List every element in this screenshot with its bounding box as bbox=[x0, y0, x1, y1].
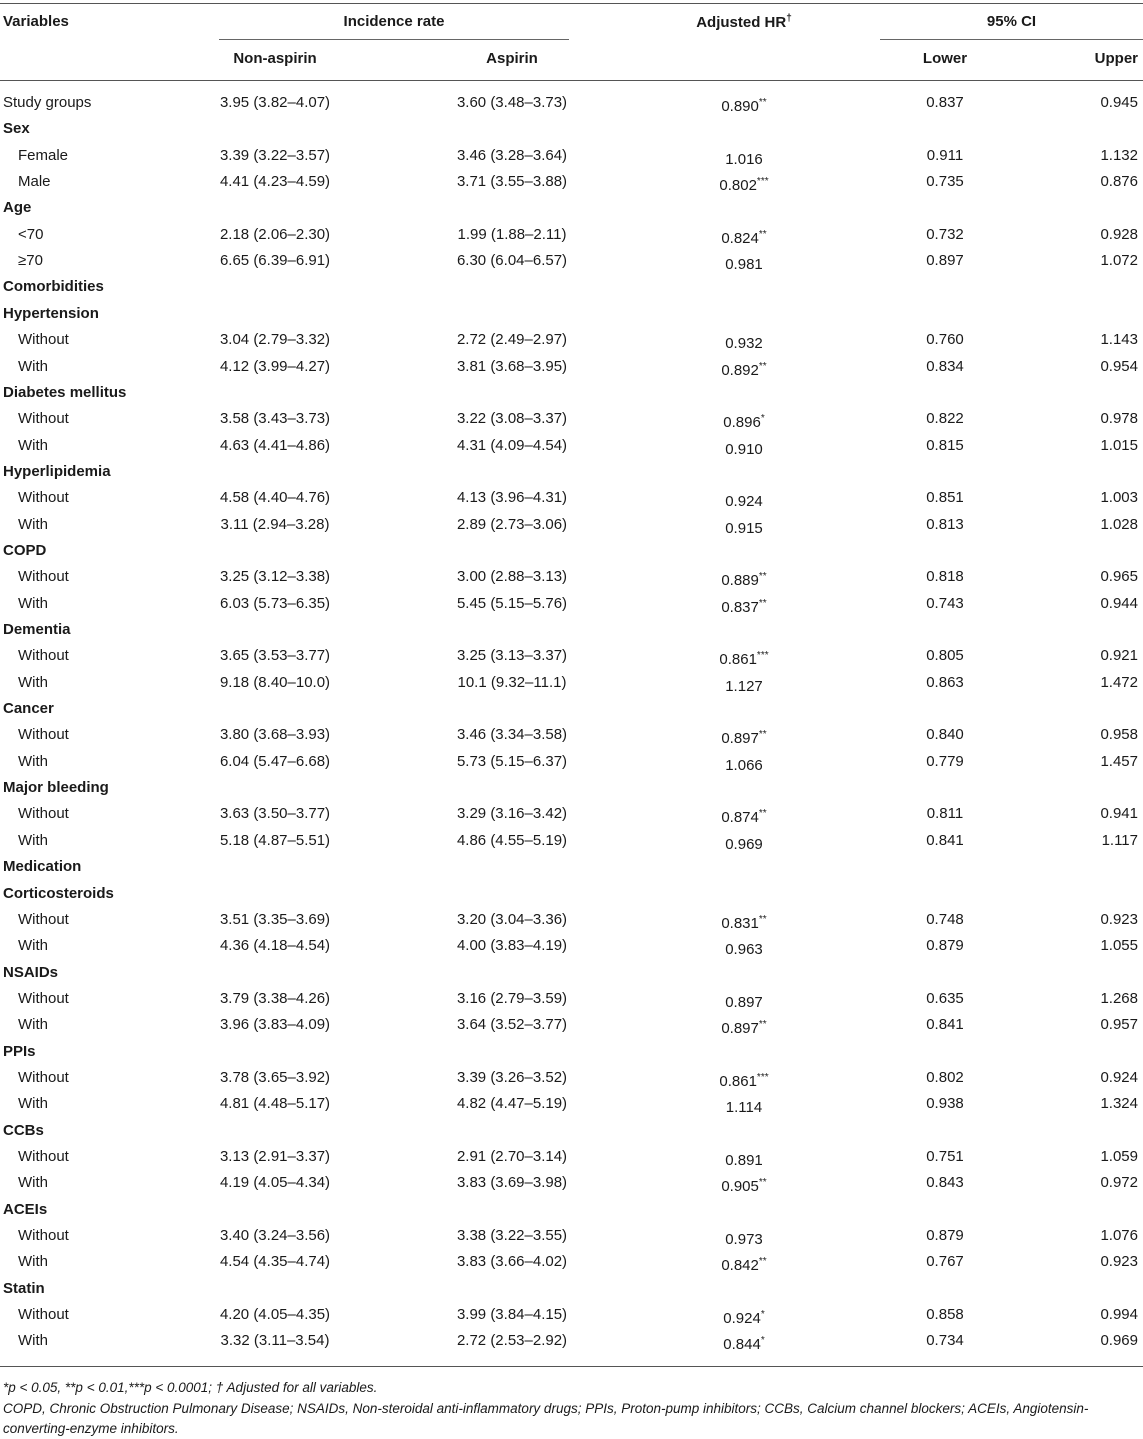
table-row bbox=[0, 801, 1143, 827]
row-label: Without bbox=[18, 1148, 69, 1165]
adjusted-hr-value: 0.915 bbox=[725, 519, 763, 537]
aspirin-rate: 4.00 (3.83–4.19) bbox=[456, 937, 568, 955]
ci-upper: 0.958 bbox=[1100, 726, 1138, 744]
adjusted-hr-value: 0.932 bbox=[725, 335, 763, 353]
significance-mark: *** bbox=[756, 176, 769, 188]
adjusted-hr-value: 0.924 bbox=[723, 1310, 761, 1328]
ci-upper: 1.055 bbox=[1100, 937, 1138, 955]
footnote-significance: *p < 0.05, **p < 0.01,***p < 0.0001; † Adjusted for all variables. bbox=[3, 1380, 378, 1395]
table-row bbox=[0, 670, 1143, 696]
table-row bbox=[0, 1065, 1143, 1091]
non-aspirin-rate: 4.12 (3.99–4.27) bbox=[219, 357, 331, 375]
adjusted-hr bbox=[690, 1328, 798, 1358]
significance-mark: *** bbox=[756, 650, 769, 662]
table-row bbox=[0, 1144, 1143, 1170]
ci-upper: 0.923 bbox=[1100, 1253, 1138, 1271]
non-aspirin-rate: 6.04 (5.47–6.68) bbox=[219, 752, 331, 770]
row-label: Major bleeding bbox=[3, 779, 109, 797]
ci-lower: 0.743 bbox=[926, 594, 964, 612]
table-section-heading bbox=[0, 960, 1143, 986]
non-aspirin-rate: 3.04 (2.79–3.32) bbox=[219, 331, 331, 349]
header-variables: Variables bbox=[3, 13, 69, 30]
aspirin-rate: 4.86 (4.55–5.19) bbox=[456, 831, 568, 849]
significance-mark: ** bbox=[758, 1019, 767, 1031]
table-row bbox=[0, 722, 1143, 748]
aspirin-rate: 3.38 (3.22–3.55) bbox=[456, 1227, 568, 1245]
row-label: ACEIs bbox=[3, 1200, 48, 1218]
ci-upper: 0.972 bbox=[1100, 1174, 1138, 1192]
adjusted-hr-value: 0.897 bbox=[725, 993, 763, 1011]
adjusted-hr-value: 0.844 bbox=[723, 1336, 761, 1354]
adjusted-hr-value: 0.969 bbox=[725, 835, 763, 853]
aspirin-rate: 3.39 (3.26–3.52) bbox=[456, 1068, 568, 1086]
table-row bbox=[0, 248, 1143, 274]
table-row bbox=[0, 169, 1143, 195]
aspirin-rate: 3.64 (3.52–3.77) bbox=[456, 1016, 568, 1034]
adjusted-hr-value: 0.874 bbox=[721, 809, 759, 827]
non-aspirin-rate: 4.20 (4.05–4.35) bbox=[219, 1306, 331, 1324]
ci-lower: 0.735 bbox=[926, 173, 964, 191]
ci-lower: 0.822 bbox=[926, 410, 964, 428]
non-aspirin-rate: 6.03 (5.73–6.35) bbox=[219, 594, 331, 612]
non-aspirin-rate: 4.36 (4.18–4.54) bbox=[219, 937, 331, 955]
row-label: Statin bbox=[3, 1279, 45, 1297]
adjusted-hr-value: 0.910 bbox=[725, 440, 763, 458]
row-label: With bbox=[18, 436, 48, 454]
header-adjusted-hr bbox=[690, 13, 798, 31]
non-aspirin-rate: 2.18 (2.06–2.30) bbox=[219, 225, 331, 243]
non-aspirin-rate: 3.58 (3.43–3.73) bbox=[219, 410, 331, 428]
table-section-heading bbox=[0, 881, 1143, 907]
aspirin-rate: 3.60 (3.48–3.73) bbox=[456, 94, 568, 111]
header-aspirin: Aspirin bbox=[486, 50, 538, 67]
ci-lower: 0.843 bbox=[926, 1174, 964, 1192]
ci-lower: 0.751 bbox=[926, 1148, 964, 1165]
ci-upper: 0.945 bbox=[1100, 94, 1138, 111]
table-section-heading bbox=[0, 1276, 1143, 1302]
adjusted-hr-value: 0.802 bbox=[719, 177, 757, 195]
adjusted-hr-value: 1.016 bbox=[725, 150, 763, 168]
non-aspirin-rate: 4.81 (4.48–5.17) bbox=[219, 1095, 331, 1113]
aspirin-rate: 3.22 (3.08–3.37) bbox=[456, 410, 568, 428]
ci-upper: 1.059 bbox=[1100, 1148, 1138, 1165]
row-label: With bbox=[18, 1253, 48, 1271]
ci-lower: 0.805 bbox=[926, 647, 964, 665]
ci-lower: 0.834 bbox=[926, 357, 964, 375]
non-aspirin-rate: 3.25 (3.12–3.38) bbox=[219, 568, 331, 586]
row-label: Sex bbox=[3, 120, 30, 138]
bottom-rule bbox=[0, 1366, 1143, 1367]
ci-upper: 0.954 bbox=[1100, 357, 1138, 375]
table-row bbox=[0, 828, 1143, 854]
adjusted-hr-value: 0.905 bbox=[721, 1178, 759, 1196]
ci-upper: 0.924 bbox=[1100, 1068, 1138, 1086]
significance-mark: *** bbox=[756, 1071, 769, 1083]
ci-upper: 1.076 bbox=[1100, 1227, 1138, 1245]
ci-upper: 0.876 bbox=[1100, 173, 1138, 191]
table-section-heading bbox=[0, 1039, 1143, 1065]
header-lower: Lower bbox=[922, 50, 968, 67]
ci-lower: 0.635 bbox=[926, 989, 964, 1007]
significance-mark: ** bbox=[758, 729, 767, 741]
non-aspirin-rate: 5.18 (4.87–5.51) bbox=[219, 831, 331, 849]
aspirin-rate: 3.20 (3.04–3.36) bbox=[456, 910, 568, 928]
table-section-heading bbox=[0, 617, 1143, 643]
row-label: CCBs bbox=[3, 1121, 44, 1139]
row-label: With bbox=[18, 831, 48, 849]
ci-lower: 0.734 bbox=[926, 1332, 964, 1350]
header-upper: Upper bbox=[1094, 50, 1138, 67]
ci-lower: 0.879 bbox=[926, 1227, 964, 1245]
non-aspirin-rate: 3.13 (2.91–3.37) bbox=[219, 1148, 331, 1165]
non-aspirin-rate: 4.63 (4.41–4.86) bbox=[219, 436, 331, 454]
ci-upper: 1.324 bbox=[1100, 1095, 1138, 1113]
table-row bbox=[0, 327, 1143, 353]
table-row bbox=[0, 143, 1143, 169]
ci-lower: 0.811 bbox=[926, 805, 964, 823]
aspirin-rate: 3.46 (3.34–3.58) bbox=[456, 726, 568, 744]
row-label: With bbox=[18, 515, 48, 533]
ci-lower: 0.938 bbox=[926, 1095, 964, 1113]
significance-mark: ** bbox=[758, 571, 767, 583]
aspirin-rate: 3.71 (3.55–3.88) bbox=[456, 173, 568, 191]
row-label: Without bbox=[18, 1227, 69, 1245]
ci-upper: 0.923 bbox=[1100, 910, 1138, 928]
ci-lower: 0.779 bbox=[926, 752, 964, 770]
row-label: Without bbox=[18, 331, 69, 349]
row-label: Without bbox=[18, 568, 69, 586]
adjusted-hr-value: 1.127 bbox=[725, 677, 763, 695]
aspirin-rate: 3.83 (3.66–4.02) bbox=[456, 1253, 568, 1271]
aspirin-rate: 2.72 (2.53–2.92) bbox=[456, 1332, 568, 1350]
aspirin-rate: 3.25 (3.13–3.37) bbox=[456, 647, 568, 665]
significance-mark: ** bbox=[758, 1177, 767, 1189]
table-row bbox=[0, 512, 1143, 538]
ci-lower: 0.760 bbox=[926, 331, 964, 349]
non-aspirin-rate: 3.79 (3.38–4.26) bbox=[219, 989, 331, 1007]
non-aspirin-rate: 3.40 (3.24–3.56) bbox=[219, 1227, 331, 1245]
header-ci: 95% CI bbox=[986, 13, 1037, 30]
non-aspirin-rate: 3.80 (3.68–3.93) bbox=[219, 726, 331, 744]
row-label: Without bbox=[18, 910, 69, 928]
significance-mark: * bbox=[760, 1335, 765, 1347]
table-section-heading bbox=[0, 195, 1143, 221]
table-row bbox=[0, 1328, 1143, 1354]
table-row bbox=[0, 1091, 1143, 1117]
table-section-heading bbox=[0, 459, 1143, 485]
adjusted-hr-value: 0.981 bbox=[725, 256, 763, 274]
table-row bbox=[0, 986, 1143, 1012]
adjusted-hr-value: 0.842 bbox=[721, 1257, 759, 1275]
ci-upper: 1.457 bbox=[1100, 752, 1138, 770]
adjusted-hr-value: 0.924 bbox=[725, 493, 763, 511]
significance-mark: * bbox=[760, 1309, 765, 1321]
row-label: Without bbox=[18, 489, 69, 507]
non-aspirin-rate: 4.19 (4.05–4.34) bbox=[219, 1174, 331, 1192]
aspirin-rate: 6.30 (6.04–6.57) bbox=[456, 252, 568, 270]
aspirin-rate: 2.72 (2.49–2.97) bbox=[456, 331, 568, 349]
aspirin-rate: 3.00 (2.88–3.13) bbox=[456, 568, 568, 586]
significance-mark: ** bbox=[758, 97, 767, 108]
ci-lower: 0.748 bbox=[926, 910, 964, 928]
aspirin-rate: 5.73 (5.15–6.37) bbox=[456, 752, 568, 770]
header-adjusted-hr-label: Adjusted HR bbox=[696, 14, 787, 31]
adjusted-hr-value: 0.831 bbox=[721, 914, 759, 932]
ci-lower: 0.851 bbox=[926, 489, 964, 507]
row-label: Comorbidities bbox=[3, 278, 104, 296]
aspirin-rate: 3.99 (3.84–4.15) bbox=[456, 1306, 568, 1324]
table-row bbox=[0, 907, 1143, 933]
row-label: With bbox=[18, 673, 48, 691]
table-section-heading bbox=[0, 380, 1143, 406]
aspirin-rate: 10.1 (9.32–11.1) bbox=[457, 673, 567, 691]
adjusted-hr-value: 0.892 bbox=[721, 361, 759, 379]
significance-mark: ** bbox=[758, 913, 767, 925]
row-label: Hypertension bbox=[3, 304, 99, 322]
row-label: Female bbox=[18, 146, 69, 164]
aspirin-rate: 3.83 (3.69–3.98) bbox=[456, 1174, 568, 1192]
row-label: With bbox=[18, 1174, 48, 1192]
table-row bbox=[0, 1249, 1143, 1275]
ci-lower: 0.837 bbox=[926, 94, 964, 111]
row-label: COPD bbox=[3, 541, 47, 559]
adjusted-hr-value: 0.896 bbox=[723, 414, 761, 432]
row-label: With bbox=[18, 1332, 48, 1350]
ci-upper: 1.143 bbox=[1100, 331, 1138, 349]
row-label: Age bbox=[3, 199, 32, 217]
non-aspirin-rate: 6.65 (6.39–6.91) bbox=[219, 252, 331, 270]
ci-lower: 0.858 bbox=[926, 1306, 964, 1324]
table-row bbox=[0, 749, 1143, 775]
ci-subrule bbox=[880, 39, 1143, 40]
row-label: With bbox=[18, 594, 48, 612]
row-label: NSAIDs bbox=[3, 963, 59, 981]
ci-lower: 0.767 bbox=[926, 1253, 964, 1271]
aspirin-rate: 3.46 (3.28–3.64) bbox=[456, 146, 568, 164]
aspirin-rate: 4.82 (4.47–5.19) bbox=[456, 1095, 568, 1113]
ci-upper: 0.921 bbox=[1100, 647, 1138, 665]
ci-upper: 1.015 bbox=[1100, 436, 1138, 454]
ci-lower: 0.815 bbox=[926, 436, 964, 454]
table-row bbox=[0, 222, 1143, 248]
non-aspirin-rate: 3.51 (3.35–3.69) bbox=[219, 910, 331, 928]
table-row bbox=[0, 591, 1143, 617]
row-label: Hyperlipidemia bbox=[3, 462, 111, 480]
aspirin-rate: 4.31 (4.09–4.54) bbox=[456, 436, 568, 454]
ci-upper: 0.965 bbox=[1100, 568, 1138, 586]
row-label: With bbox=[18, 1095, 48, 1113]
row-label: Without bbox=[18, 726, 69, 744]
ci-lower: 0.840 bbox=[926, 726, 964, 744]
significance-mark: ** bbox=[758, 228, 767, 240]
non-aspirin-rate: 3.78 (3.65–3.92) bbox=[219, 1068, 331, 1086]
row-label: Corticosteroids bbox=[3, 884, 114, 902]
adjusted-hr-value: 1.114 bbox=[725, 1099, 763, 1117]
ci-upper: 1.472 bbox=[1100, 673, 1138, 691]
aspirin-rate: 3.16 (2.79–3.59) bbox=[456, 989, 568, 1007]
row-label: Study groups bbox=[3, 94, 92, 111]
table-section-heading bbox=[0, 1197, 1143, 1223]
table-row bbox=[0, 643, 1143, 669]
adjusted-hr-value: 0.973 bbox=[725, 1231, 763, 1249]
row-label: Diabetes mellitus bbox=[3, 383, 127, 401]
adjusted-hr-value: 0.897 bbox=[721, 1020, 759, 1038]
table-section-heading bbox=[0, 538, 1143, 564]
adjusted-hr-value: 0.889 bbox=[721, 572, 759, 590]
table-section-heading bbox=[0, 116, 1143, 142]
non-aspirin-rate: 3.39 (3.22–3.57) bbox=[219, 146, 331, 164]
row-label: ≥70 bbox=[18, 252, 43, 270]
ci-upper: 0.928 bbox=[1100, 225, 1138, 243]
adjusted-hr-value: 0.861 bbox=[719, 1072, 757, 1090]
row-label: Without bbox=[18, 410, 69, 428]
table-row bbox=[0, 933, 1143, 959]
ci-lower: 0.897 bbox=[926, 252, 964, 270]
non-aspirin-rate: 3.32 (3.11–3.54) bbox=[220, 1332, 330, 1350]
row-label: Without bbox=[18, 1306, 69, 1324]
non-aspirin-rate: 4.41 (4.23–4.59) bbox=[219, 173, 331, 191]
table-row bbox=[0, 354, 1143, 380]
significance-mark: * bbox=[760, 413, 765, 425]
row-label: Male bbox=[18, 173, 51, 191]
table-row bbox=[0, 1223, 1143, 1249]
row-label: With bbox=[18, 937, 48, 955]
adjusted-hr-value: 0.824 bbox=[721, 229, 759, 247]
row-label: Cancer bbox=[3, 700, 54, 718]
row-label: Without bbox=[18, 1068, 69, 1086]
ci-upper: 0.944 bbox=[1100, 594, 1138, 612]
aspirin-rate: 2.91 (2.70–3.14) bbox=[456, 1148, 568, 1165]
adjusted-hr-value: 0.891 bbox=[725, 1152, 763, 1169]
ci-lower: 0.802 bbox=[926, 1068, 964, 1086]
ci-upper: 1.268 bbox=[1100, 989, 1138, 1007]
aspirin-rate: 5.45 (5.15–5.76) bbox=[456, 594, 568, 612]
table-row bbox=[0, 1302, 1143, 1328]
table-section-heading bbox=[0, 1118, 1143, 1144]
row-label: Without bbox=[18, 805, 69, 823]
row-label: Without bbox=[18, 989, 69, 1007]
ci-lower: 0.911 bbox=[926, 146, 964, 164]
non-aspirin-rate: 3.65 (3.53–3.77) bbox=[219, 647, 331, 665]
table-row bbox=[0, 564, 1143, 590]
adjusted-hr-value: 0.861 bbox=[719, 651, 757, 669]
table-section-heading bbox=[0, 696, 1143, 722]
table-row bbox=[0, 406, 1143, 432]
significance-mark: ** bbox=[758, 597, 767, 609]
significance-mark: ** bbox=[758, 808, 767, 820]
non-aspirin-rate: 3.63 (3.50–3.77) bbox=[219, 805, 331, 823]
adjusted-hr-value: 1.066 bbox=[725, 756, 763, 774]
ci-upper: 1.117 bbox=[1101, 831, 1138, 849]
ci-upper: 1.003 bbox=[1100, 489, 1138, 507]
ci-lower: 0.841 bbox=[926, 1016, 964, 1034]
table-row bbox=[0, 1012, 1143, 1038]
table-row bbox=[0, 485, 1143, 511]
aspirin-rate: 1.99 (1.88–2.11) bbox=[457, 225, 567, 243]
ci-upper: 0.957 bbox=[1100, 1016, 1138, 1034]
table-row bbox=[0, 433, 1143, 459]
ci-lower: 0.818 bbox=[926, 568, 964, 586]
ci-upper: 1.028 bbox=[1100, 515, 1138, 533]
ci-lower: 0.863 bbox=[926, 673, 964, 691]
header-non-aspirin: Non-aspirin bbox=[233, 50, 317, 67]
aspirin-rate: 3.29 (3.16–3.42) bbox=[456, 805, 568, 823]
adjusted-hr-value: 0.890 bbox=[721, 98, 759, 115]
ci-lower: 0.813 bbox=[926, 515, 964, 533]
incidence-subrule bbox=[219, 39, 569, 40]
non-aspirin-rate: 3.96 (3.83–4.09) bbox=[219, 1016, 331, 1034]
aspirin-rate: 3.81 (3.68–3.95) bbox=[456, 357, 568, 375]
footnote-abbreviations: COPD, Chronic Obstruction Pulmonary Disease; NSAIDs, Non-steroidal anti-inflammatory drugs; PPIs, Proton-pump inhibitors; CCBs, Calcium channel blockers; ACEIs, Angiotensin-converting-enzyme inhibitors. bbox=[3, 1401, 1089, 1436]
table-section-heading bbox=[0, 274, 1143, 300]
row-label: Without bbox=[18, 647, 69, 665]
row-label: Medication bbox=[3, 858, 82, 876]
non-aspirin-rate: 3.11 (2.94–3.28) bbox=[220, 515, 330, 533]
non-aspirin-rate: 4.58 (4.40–4.76) bbox=[219, 489, 331, 507]
ci-upper: 1.072 bbox=[1100, 252, 1138, 270]
non-aspirin-rate: 4.54 (4.35–4.74) bbox=[219, 1253, 331, 1271]
ci-upper: 0.969 bbox=[1100, 1332, 1138, 1350]
row-label: PPIs bbox=[3, 1042, 36, 1060]
table-section-heading bbox=[0, 854, 1143, 880]
aspirin-rate: 4.13 (3.96–4.31) bbox=[456, 489, 568, 507]
row-label: With bbox=[18, 357, 48, 375]
row-label: With bbox=[18, 1016, 48, 1034]
ci-upper: 0.941 bbox=[1100, 805, 1138, 823]
adjusted-hr-value: 0.837 bbox=[721, 598, 759, 616]
row-label: Dementia bbox=[3, 621, 71, 638]
adjusted-hr-value: 0.963 bbox=[725, 941, 763, 959]
non-aspirin-rate: 3.95 (3.82–4.07) bbox=[219, 94, 331, 111]
aspirin-rate: 2.89 (2.73–3.06) bbox=[456, 515, 568, 533]
significance-mark: ** bbox=[758, 360, 767, 372]
row-label: With bbox=[18, 752, 48, 770]
table-section-heading bbox=[0, 775, 1143, 801]
significance-mark: ** bbox=[758, 1256, 767, 1268]
ci-lower: 0.879 bbox=[926, 937, 964, 955]
ci-upper: 0.994 bbox=[1100, 1306, 1138, 1324]
ci-lower: 0.732 bbox=[926, 225, 964, 243]
ci-upper: 0.978 bbox=[1100, 410, 1138, 428]
adjusted-hr-value: 0.897 bbox=[721, 730, 759, 748]
row-label: <70 bbox=[18, 225, 44, 243]
table-row bbox=[0, 1170, 1143, 1196]
header-incidence-rate: Incidence rate bbox=[343, 13, 445, 30]
header-rule bbox=[0, 80, 1143, 81]
non-aspirin-rate: 9.18 (8.40–10.0) bbox=[219, 673, 331, 691]
dagger-mark: † bbox=[786, 13, 792, 24]
table-section-heading bbox=[0, 301, 1143, 327]
ci-upper: 1.132 bbox=[1100, 146, 1138, 164]
table-row bbox=[0, 90, 1143, 116]
ci-lower: 0.841 bbox=[926, 831, 964, 849]
top-rule bbox=[0, 3, 1143, 4]
